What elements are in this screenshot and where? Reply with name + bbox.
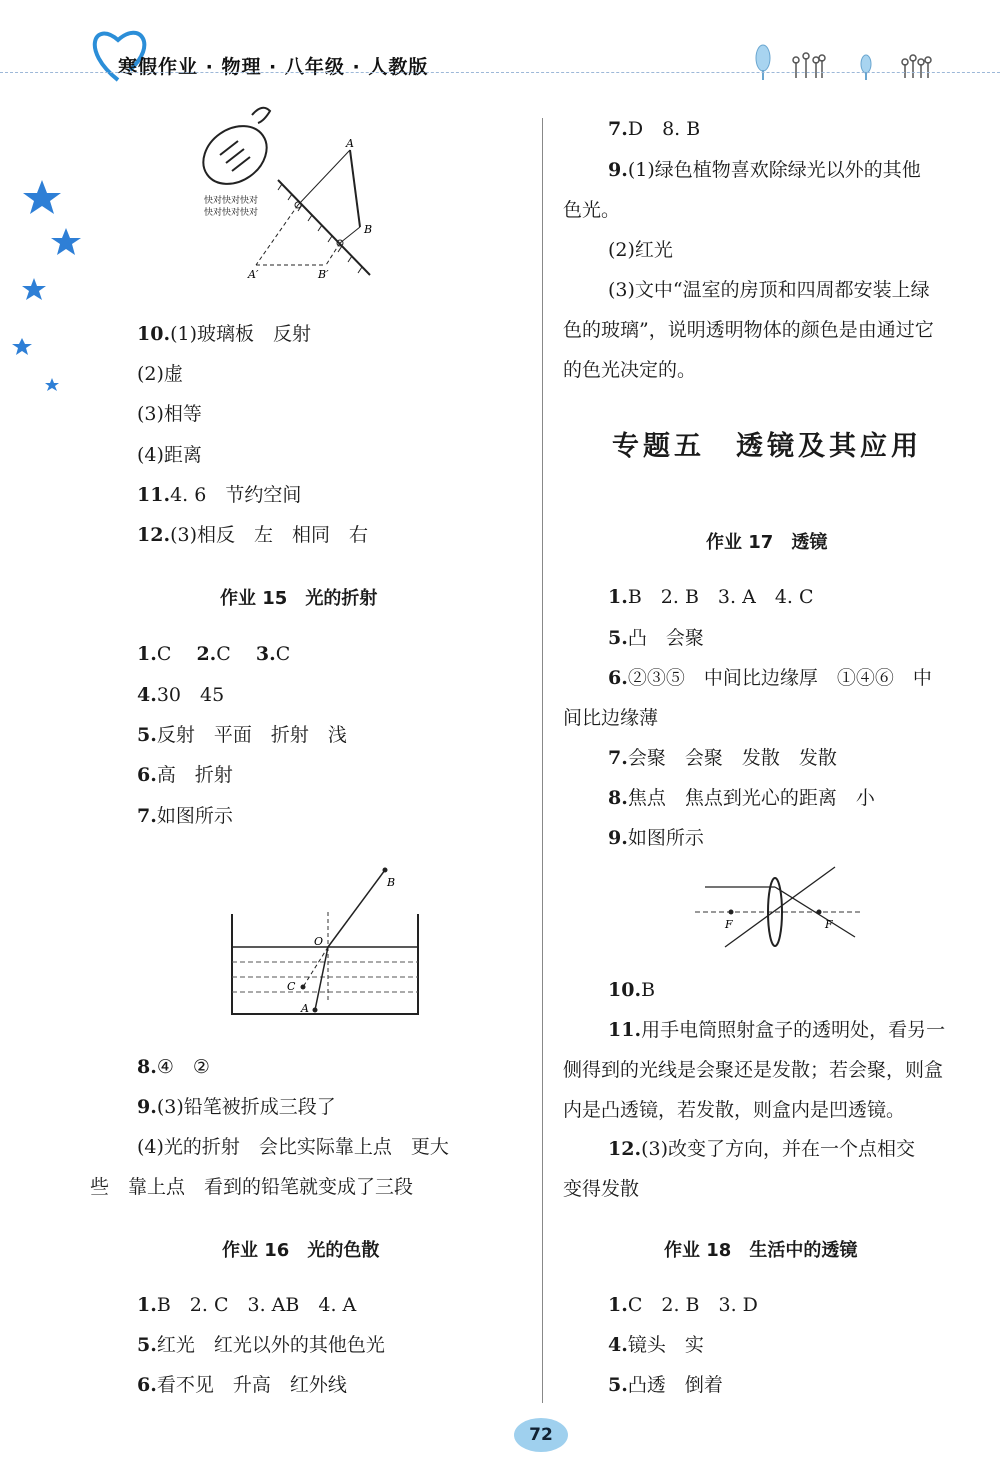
svg-text:A′: A′ bbox=[248, 268, 259, 281]
object-ab bbox=[350, 150, 360, 227]
answer-18-5: 5.凸透 倒着 bbox=[608, 1374, 723, 1396]
answer-17-11: 11.用手电筒照射盒子的透明处，看另一 bbox=[608, 1019, 946, 1041]
star-icon bbox=[45, 378, 59, 391]
answer-4: 4.30 45 bbox=[137, 684, 225, 706]
header-title: 寒假作业 · 物理 · 八年级 · 人教版 bbox=[118, 56, 429, 78]
svg-text:B: B bbox=[364, 223, 373, 236]
answer-r-9-cont: 色光。 bbox=[563, 199, 621, 221]
refraction-figure bbox=[225, 862, 425, 1022]
answer-12: 12.(3)相反 左 相同 右 bbox=[137, 524, 368, 546]
column-divider bbox=[542, 118, 543, 1403]
section-heading-18: 作业 18 生活中的透镜 bbox=[664, 1240, 858, 1261]
svg-text:F: F bbox=[725, 918, 733, 931]
box-label: 快对快对快对 bbox=[204, 196, 259, 206]
answer-17-12: 12.(3)改变了方向，并在一个点相交 bbox=[608, 1138, 915, 1160]
star-decoration bbox=[0, 110, 100, 410]
star-icon bbox=[51, 228, 81, 255]
answer-r-9-3-cont: 色的玻璃”，说明透明物体的颜色是由通过它 bbox=[563, 319, 934, 341]
answer-18-4: 4.镜头 实 bbox=[608, 1334, 704, 1356]
header-rule bbox=[0, 72, 1000, 73]
answer-17-9: 9.如图所示 bbox=[608, 827, 704, 849]
answer-17-8: 8.焦点 焦点到光心的距离 小 bbox=[608, 787, 875, 809]
answer-17-11-cont2: 内是凸透镜，若发散，则盒内是凹透镜。 bbox=[563, 1099, 906, 1121]
mirror-figure bbox=[190, 95, 390, 290]
answer-16-5: 5.红光 红光以外的其他色光 bbox=[137, 1334, 385, 1356]
svg-text:B′: B′ bbox=[318, 268, 329, 281]
star-icon bbox=[22, 278, 46, 300]
section-heading-16: 作业 16 光的色散 bbox=[222, 1240, 380, 1261]
section-heading-15: 作业 15 光的折射 bbox=[220, 588, 378, 609]
answer-r-9: 9.(1)绿色植物喜欢除绿光以外的其他 bbox=[608, 159, 921, 181]
answer-11: 11.4. 6 节约空间 bbox=[137, 484, 302, 506]
svg-text:C: C bbox=[287, 980, 296, 993]
answer-9-4: (4)光的折射 会比实际靠上点 更大 bbox=[137, 1136, 449, 1158]
svg-text:F: F bbox=[825, 918, 833, 931]
answer-r-9-3: (3)文中“温室的房顶和四周都安装上绿 bbox=[608, 279, 930, 301]
answer-10-2: (2)虚 bbox=[137, 363, 183, 385]
star-icon bbox=[12, 338, 32, 355]
answer-17-11-cont: 侧得到的光线是会聚还是发散；若会聚，则盒 bbox=[563, 1059, 944, 1081]
answer-9-4-cont: 些 靠上点 看到的铅笔就变成了三段 bbox=[90, 1176, 414, 1198]
answer-9: 9.(3)铅笔被折成三段了 bbox=[137, 1096, 336, 1118]
lens-figure bbox=[695, 862, 865, 952]
answer-16-6: 6.看不见 升高 红外线 bbox=[137, 1374, 347, 1396]
answer-17-1: 1.B 2. B 3. A 4. C bbox=[608, 586, 814, 608]
answer-1-3: 1.C 2.C 3.C bbox=[137, 643, 291, 665]
answer-7: 7.如图所示 bbox=[137, 805, 233, 827]
tree-icon bbox=[756, 45, 770, 71]
answer-10-3: (3)相等 bbox=[137, 403, 202, 425]
answer-17-10: 10.B bbox=[608, 979, 656, 1001]
answer-17-5: 5.凸 会聚 bbox=[608, 627, 704, 649]
answer-17-12-cont: 变得发散 bbox=[563, 1178, 640, 1200]
svg-text:A: A bbox=[301, 1002, 309, 1015]
tree-icon bbox=[861, 55, 871, 73]
answer-10-4: (4)距离 bbox=[137, 444, 202, 466]
svg-text:B: B bbox=[387, 876, 396, 889]
answer-r-9-3-cont2: 的色光决定的。 bbox=[563, 359, 697, 381]
answer-10-1: 10.(1)玻璃板 反射 bbox=[137, 323, 311, 345]
page-number: 72 bbox=[514, 1418, 568, 1452]
answer-8: 8.④ ② bbox=[137, 1056, 210, 1078]
carrot-box bbox=[192, 108, 278, 196]
star-icon bbox=[23, 180, 61, 214]
answer-5: 5.反射 平面 折射 浅 bbox=[137, 724, 347, 746]
svg-text:O: O bbox=[314, 935, 324, 948]
svg-text:A: A bbox=[346, 137, 354, 150]
topic-heading: 专题五 透镜及其应用 bbox=[612, 431, 922, 462]
answer-6: 6.高 折射 bbox=[137, 764, 233, 786]
answer-17-7: 7.会聚 会聚 发散 发散 bbox=[608, 747, 837, 769]
section-heading-17: 作业 17 透镜 bbox=[706, 532, 828, 553]
refracted-ray bbox=[328, 870, 385, 947]
answer-r-7: 7.D 8. B bbox=[608, 118, 701, 140]
box-label: 快对快对快对 bbox=[204, 208, 259, 218]
answer-17-6-cont: 间比边缘薄 bbox=[563, 707, 659, 729]
answer-18-1: 1.C 2. B 3. D bbox=[608, 1294, 758, 1316]
answer-17-6: 6.②③⑤ 中间比边缘厚 ①④⑥ 中 bbox=[608, 667, 932, 689]
answer-16-1: 1.B 2. C 3. AB 4. A bbox=[137, 1294, 357, 1316]
answer-r-9-2: (2)红光 bbox=[608, 239, 673, 261]
